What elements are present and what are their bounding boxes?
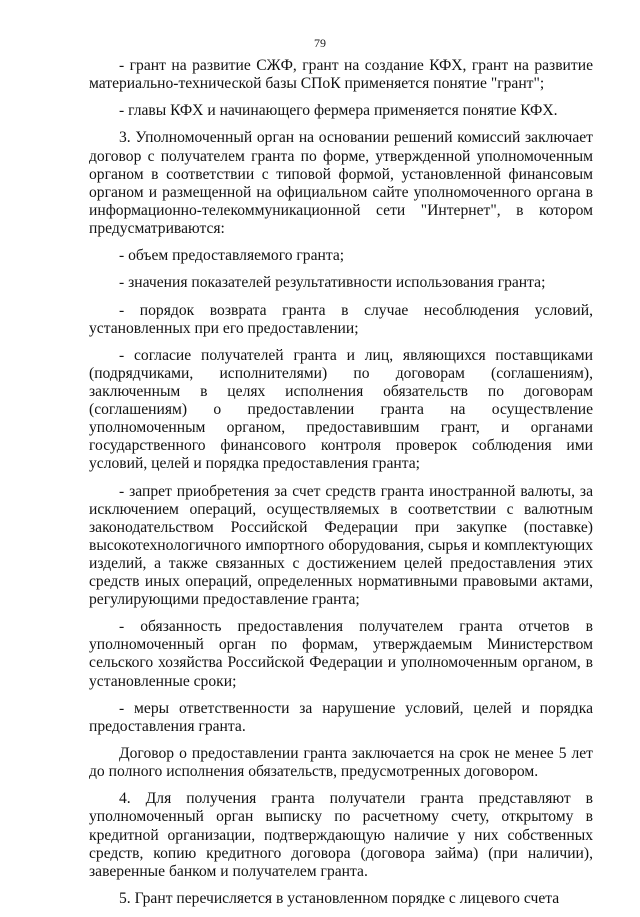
paragraph-kfh-definition: - главы КФХ и начинающего фермера применяется понятие КФХ. [119,102,558,120]
paragraph-clause-3: 3. Уполномоченный орган на основании решений комиссий заключает договор с получателем гранта по форме, утвержденной уполномоченным органом в соответствии с типовой формой, установленной финансовым органом и размещенной на официальном сайте уполномоченного органа в информационно-телекоммуникационной сети "Интернет", в котором предусматриваются: [89,129,593,237]
page-number: 79 [314,36,326,50]
list-item-performance-indicators: - значения показателей результативности использования гранта; [119,274,546,292]
document-body [89,57,593,917]
list-item-currency-prohibition: - запрет приобретения за счет средств гранта иностранной валюты, за исключением операций, осуществляемых в соответствии с валютным законодательством Российской Федерации при закупке (поставке) высокотехнологичного импортного оборудования, сырья и комплектующих изделий, а также связанных с достижением целей предоставления этих средств иных операций, определенных нормативными правовыми актами, регулирующими предоставление гранта; [89,482,593,609]
list-item-return-procedure: - порядок возврата гранта в случае несоблюдения условий, установленных при его предоставлении; [89,301,593,337]
list-item-liability-measures: - меры ответственности за нарушение условий, целей и порядка предоставления гранта. [89,699,593,735]
paragraph-contract-term: Договор о предоставлении гранта заключается на срок не менее 5 лет до полного исполнения обязательств, предусмотренных договором. [89,745,593,781]
list-item-reporting-obligation: - обязанность предоставления получателем гранта отчетов в уполномоченный орган по формам, утверждаемым Министерством сельского хозяйства Российской Федерации и уполномоченным органом, в установленные сроки; [89,618,593,690]
paragraph-clause-4: 4. Для получения гранта получатели гранта представляют в уполномоченный орган выписку по расчетному счету, открытому в кредитной организации, подтверждающую наличие у них собственных средств, копию кредитного договора (договора займа) (при наличии), заверенные банком и получателем гранта. [89,790,593,880]
paragraph-grant-definition: - грант на развитие СЖФ, грант на создание КФХ, грант на развитие материально-технической базы СПоК применяется понятие "грант"; [89,57,593,93]
list-item-grant-volume: - объем предоставляемого гранта; [119,247,345,265]
paragraph-clause-5: 5. Грант перечисляется в установленном порядке с лицевого счета [119,889,560,907]
list-item-audit-consent: - согласие получателей гранта и лиц, являющихся поставщиками (подрядчиками, исполнителями) по договорам (соглашениям), заключенным в целях исполнения обязательств по договорам (соглашениям) о предоставлении гранта на осуществление уполномоченным органом, предоставившим грант, и органами государственного финансового контроля проверок соблюдения ими условий, целей и порядка предоставления гранта; [89,346,593,473]
